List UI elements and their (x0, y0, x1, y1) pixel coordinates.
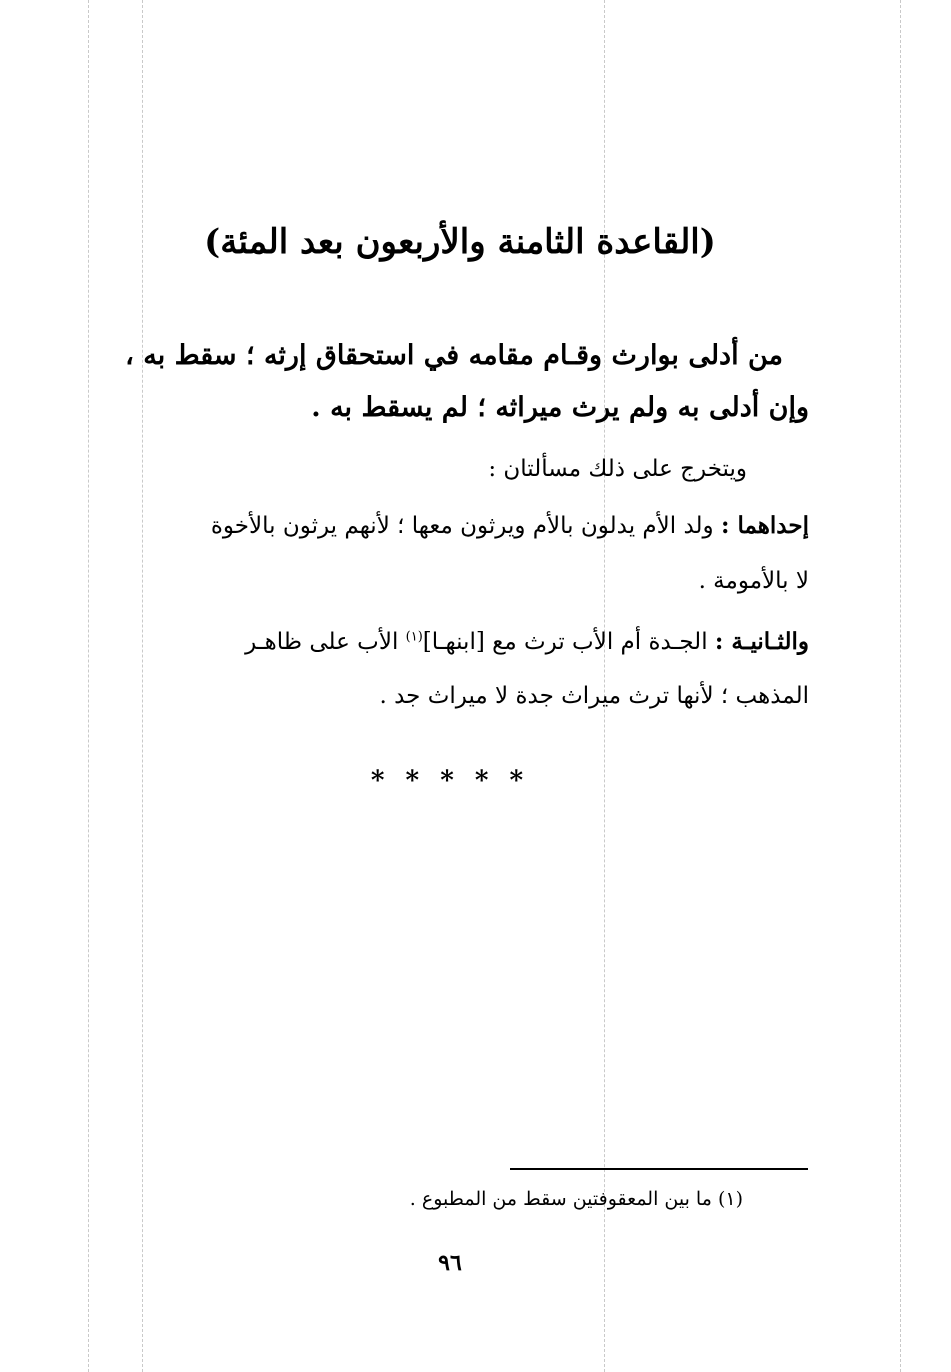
scan-guide-line (900, 0, 901, 1372)
issue-2-line-1 (245, 628, 809, 655)
issue-2-line-2: المذهب ؛ لأنها ترث ميراث جدة لا ميراث جد . (379, 683, 809, 709)
issue-2-text-before: الجـدة أم الأب ترث مع [ابنهـا] (422, 629, 715, 655)
intro-line: ويتخرج على ذلك مسألتان : (488, 456, 747, 482)
issue-2-text-after: الأب على ظاهـر (245, 629, 406, 655)
footnote-marker: (١) (405, 629, 423, 645)
scan-guide-line (142, 0, 143, 1372)
issue-1-label: إحداهما : (720, 512, 809, 539)
page-title: (القاعدة الثامنة والأربعون بعد المئة) (204, 222, 716, 262)
issue-1-line-1 (211, 512, 809, 539)
scan-guide-line (88, 0, 89, 1372)
issue-1-text: ولد الأم يدلون بالأم ويرثون معها ؛ لأنهم يرثون بالأخوة (210, 513, 721, 539)
footnote-text: (١) ما بين المعقوفتين سقط من المطبوع . (409, 1188, 743, 1210)
rule-text-line-1: من أدلى بوارث وقـام مقامه في استحقاق إرثه ؛ سقط به ، (125, 340, 783, 371)
issue-2-label: والثـانيـة : (714, 628, 809, 655)
section-separator: * * * * * (370, 766, 530, 796)
page-number: ٩٦ (438, 1250, 462, 1276)
rule-text-line-2: وإن أدلى به ولم يرث ميراثه ؛ لم يسقط به . (311, 392, 809, 423)
footnote-divider (510, 1168, 808, 1170)
issue-1-line-2: لا بالأمومة . (698, 568, 809, 594)
